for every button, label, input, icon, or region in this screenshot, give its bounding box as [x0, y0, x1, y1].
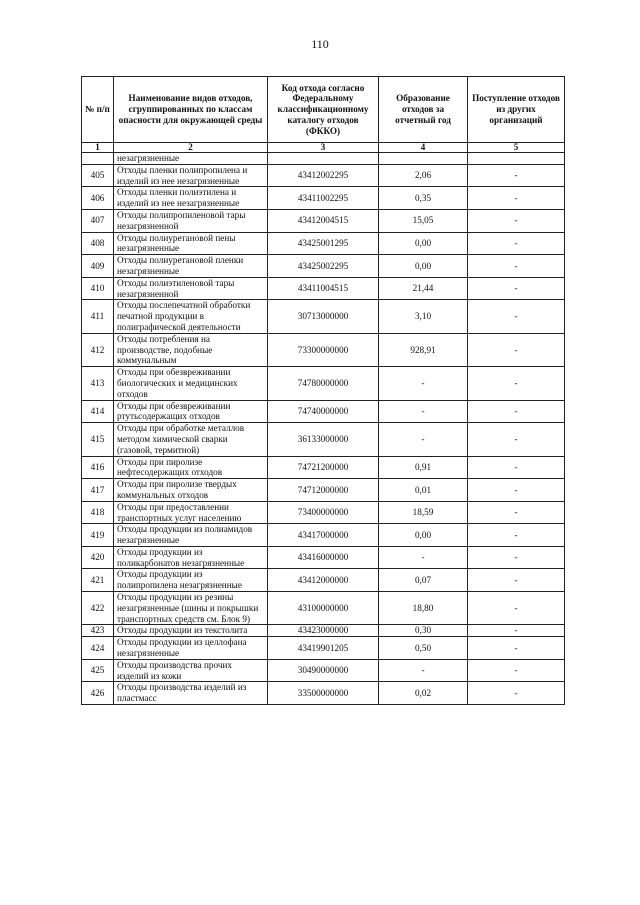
- cell-fkko-code: 73300000000: [268, 333, 379, 366]
- waste-table: [81, 76, 565, 705]
- cell-received: -: [468, 232, 565, 255]
- cell-fkko-code: 74740000000: [268, 400, 379, 423]
- cell-waste-name: Отходы пленки полипропилена и изделий из нее незагрязненные: [114, 164, 268, 187]
- cell-received: -: [468, 524, 565, 547]
- cell-fkko-code: 43412000000: [268, 569, 379, 592]
- cell-received: [468, 153, 565, 165]
- cell-waste-name: Отходы полиуретановой пленки незагрязненные: [114, 255, 268, 278]
- cell-received: -: [468, 255, 565, 278]
- cell-waste-name: Отходы полиуретановой пены незагрязненные: [114, 232, 268, 255]
- cell-number: 410: [82, 277, 114, 300]
- cell-waste-name: Отходы полипропиленовой тары незагрязненной: [114, 209, 268, 232]
- continuation-row: [82, 153, 565, 165]
- cell-formation: 928,91: [379, 333, 468, 366]
- table-row: [82, 164, 565, 187]
- cell-formation: 2,06: [379, 164, 468, 187]
- column-number: 5: [468, 143, 565, 153]
- cell-fkko-code: 43423000000: [268, 625, 379, 637]
- cell-fkko-code: 74721200000: [268, 456, 379, 479]
- table-header-row: [82, 77, 565, 143]
- table-row: [82, 456, 565, 479]
- cell-number: 417: [82, 479, 114, 502]
- table-row: [82, 637, 565, 660]
- cell-received: -: [468, 479, 565, 502]
- cell-formation: 0,50: [379, 637, 468, 660]
- cell-formation: 15,05: [379, 209, 468, 232]
- cell-received: -: [468, 546, 565, 569]
- table-row: [82, 592, 565, 625]
- cell-received: -: [468, 659, 565, 682]
- cell-received: -: [468, 300, 565, 333]
- cell-waste-name: Отходы продукции из целлофана незагрязненные: [114, 637, 268, 660]
- cell-formation: 18,80: [379, 592, 468, 625]
- cell-formation: -: [379, 546, 468, 569]
- cell-fkko-code: 33500000000: [268, 682, 379, 705]
- cell-number: 421: [82, 569, 114, 592]
- table-row: [82, 479, 565, 502]
- cell-fkko-code: 30490000000: [268, 659, 379, 682]
- cell-number: 416: [82, 456, 114, 479]
- cell-waste-name: незагрязненные: [114, 153, 268, 165]
- column-number: 3: [268, 143, 379, 153]
- cell-received: -: [468, 637, 565, 660]
- cell-fkko-code: 43425002295: [268, 255, 379, 278]
- table-row: [82, 625, 565, 637]
- cell-waste-name: Отходы при пиролизе твердых коммунальных отходов: [114, 479, 268, 502]
- cell-formation: -: [379, 659, 468, 682]
- cell-waste-name: Отходы продукции из резины незагрязненные (шины и покрышки транспортных средств см. Блок 9): [114, 592, 268, 625]
- cell-fkko-code: 43412002295: [268, 164, 379, 187]
- cell-waste-name: Отходы полиэтиленовой тары незагрязненной: [114, 277, 268, 300]
- cell-number: [82, 153, 114, 165]
- cell-formation: -: [379, 367, 468, 400]
- cell-received: -: [468, 423, 565, 456]
- table-row: [82, 232, 565, 255]
- cell-number: 405: [82, 164, 114, 187]
- table-row: [82, 524, 565, 547]
- cell-received: -: [468, 592, 565, 625]
- cell-number: 407: [82, 209, 114, 232]
- cell-waste-name: Отходы потребления на производстве, подобные коммунальным: [114, 333, 268, 366]
- cell-fkko-code: 43411004515: [268, 277, 379, 300]
- table-body: [82, 153, 565, 705]
- table-row: [82, 546, 565, 569]
- cell-formation: [379, 153, 468, 165]
- table-row: [82, 187, 565, 210]
- cell-number: 409: [82, 255, 114, 278]
- cell-waste-name: Отходы при обезвреживании биологических и медицинских отходов: [114, 367, 268, 400]
- header-waste-name: Наименование видов отходов, сгруппированных по классам опасности для окружающей среды: [114, 77, 268, 143]
- cell-number: 413: [82, 367, 114, 400]
- cell-fkko-code: 74780000000: [268, 367, 379, 400]
- cell-number: 419: [82, 524, 114, 547]
- cell-formation: 18,59: [379, 501, 468, 524]
- cell-received: -: [468, 164, 565, 187]
- cell-fkko-code: 36133000000: [268, 423, 379, 456]
- table-row: [82, 300, 565, 333]
- cell-waste-name: Отходы при предоставлении транспортных услуг населению: [114, 501, 268, 524]
- cell-received: -: [468, 682, 565, 705]
- cell-formation: 0,00: [379, 232, 468, 255]
- cell-received: -: [468, 209, 565, 232]
- cell-fkko-code: 30713000000: [268, 300, 379, 333]
- header-received: Поступление отходов из других организаций: [468, 77, 565, 143]
- cell-number: 426: [82, 682, 114, 705]
- cell-waste-name: Отходы продукции из полиамидов незагрязненные: [114, 524, 268, 547]
- cell-received: -: [468, 277, 565, 300]
- cell-waste-name: Отходы производства изделий из пластмасс: [114, 682, 268, 705]
- cell-formation: 3,10: [379, 300, 468, 333]
- cell-received: -: [468, 569, 565, 592]
- cell-fkko-code: 43100000000: [268, 592, 379, 625]
- cell-received: -: [468, 367, 565, 400]
- cell-number: 425: [82, 659, 114, 682]
- header-formation: Образование отходов за отчетный год: [379, 77, 468, 143]
- cell-received: -: [468, 456, 565, 479]
- cell-formation: 0,00: [379, 255, 468, 278]
- cell-number: 420: [82, 546, 114, 569]
- cell-waste-name: Отходы при обезвреживании ртутьсодержащих отходов: [114, 400, 268, 423]
- cell-received: -: [468, 333, 565, 366]
- cell-received: -: [468, 501, 565, 524]
- cell-formation: 0,07: [379, 569, 468, 592]
- cell-received: -: [468, 625, 565, 637]
- cell-waste-name: Отходы продукции из текстолита: [114, 625, 268, 637]
- cell-waste-name: Отходы при пиролизе нефтесодержащих отходов: [114, 456, 268, 479]
- table-row: [82, 659, 565, 682]
- cell-number: 418: [82, 501, 114, 524]
- cell-fkko-code: 43411002295: [268, 187, 379, 210]
- table-row: [82, 569, 565, 592]
- cell-formation: -: [379, 400, 468, 423]
- cell-waste-name: Отходы послепечатной обработки печатной продукции в полиграфической деятельности: [114, 300, 268, 333]
- cell-number: 408: [82, 232, 114, 255]
- cell-number: 411: [82, 300, 114, 333]
- cell-waste-name: Отходы продукции из полипропилена незагрязненные: [114, 569, 268, 592]
- table-row: [82, 367, 565, 400]
- cell-formation: 0,02: [379, 682, 468, 705]
- cell-formation: -: [379, 423, 468, 456]
- cell-formation: 0,01: [379, 479, 468, 502]
- cell-received: -: [468, 400, 565, 423]
- column-number: 4: [379, 143, 468, 153]
- cell-formation: 0,00: [379, 524, 468, 547]
- table-row: [82, 255, 565, 278]
- cell-number: 424: [82, 637, 114, 660]
- cell-waste-name: Отходы продукции из поликарбонатов незагрязненные: [114, 546, 268, 569]
- cell-number: 423: [82, 625, 114, 637]
- column-number-row: [82, 143, 565, 153]
- cell-formation: 21,44: [379, 277, 468, 300]
- cell-fkko-code: 43412004515: [268, 209, 379, 232]
- column-number: 1: [82, 143, 114, 153]
- header-number: № п/п: [82, 77, 114, 143]
- page-number: 110: [311, 37, 329, 51]
- table-row: [82, 682, 565, 705]
- table-row: [82, 423, 565, 456]
- cell-waste-name: Отходы пленки полиэтилена и изделий из нее незагрязненные: [114, 187, 268, 210]
- cell-number: 415: [82, 423, 114, 456]
- cell-formation: 0,30: [379, 625, 468, 637]
- cell-fkko-code: 73400000000: [268, 501, 379, 524]
- cell-waste-name: Отходы при обработке металлов методом химической сварки (газовой, термитной): [114, 423, 268, 456]
- table-row: [82, 501, 565, 524]
- cell-number: 406: [82, 187, 114, 210]
- table-row: [82, 333, 565, 366]
- table-row: [82, 209, 565, 232]
- cell-fkko-code: 43419901205: [268, 637, 379, 660]
- cell-waste-name: Отходы производства прочих изделий из кожи: [114, 659, 268, 682]
- cell-fkko-code: 43417000000: [268, 524, 379, 547]
- cell-fkko-code: 43425001295: [268, 232, 379, 255]
- cell-received: -: [468, 187, 565, 210]
- cell-fkko-code: [268, 153, 379, 165]
- header-fkko-code: Код отхода согласно Федеральному классификационному каталогу отходов (ФККО): [268, 77, 379, 143]
- cell-fkko-code: 74712000000: [268, 479, 379, 502]
- table-row: [82, 277, 565, 300]
- cell-number: 414: [82, 400, 114, 423]
- table-row: [82, 400, 565, 423]
- cell-number: 412: [82, 333, 114, 366]
- cell-formation: 0,91: [379, 456, 468, 479]
- cell-formation: 0,35: [379, 187, 468, 210]
- cell-number: 422: [82, 592, 114, 625]
- cell-fkko-code: 43416000000: [268, 546, 379, 569]
- column-number: 2: [114, 143, 268, 153]
